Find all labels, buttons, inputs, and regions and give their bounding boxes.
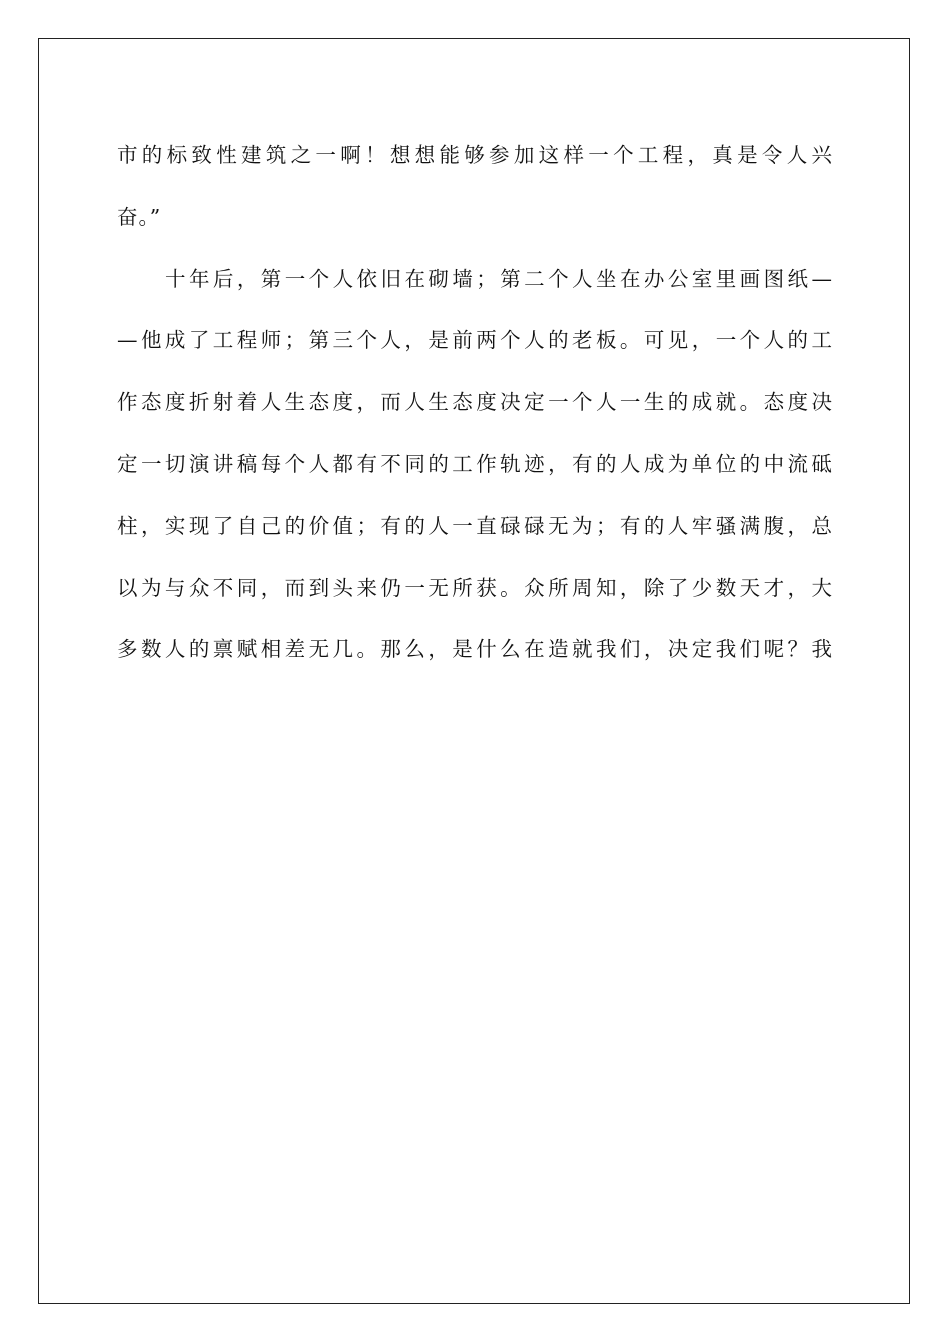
text-line: 作态度折射着人生态度，而人生态度决定一个人一生的成就。态度决	[117, 390, 833, 415]
text-line: 柱，实现了自己的价值；有的人一直碌碌无为；有的人牢骚满腹，总	[117, 513, 833, 538]
text-line: 多数人的禀赋相差无几。那么，是什么在造就我们，决定我们呢？我	[117, 637, 833, 662]
text-line: 以为与众不同，而到头来仍一无所获。众所周知，除了少数天才，大	[117, 575, 833, 600]
text-line: 十年后，第一个人依旧在砌墙；第二个人坐在办公室里画图纸—	[165, 266, 833, 291]
text-line: 定一切演讲稿每个人都有不同的工作轨迹，有的人成为单位的中流砥	[117, 451, 833, 476]
body-text	[117, 125, 833, 681]
text-line: 市的标致性建筑之一啊！想想能够参加这样一个工程，真是令人兴	[117, 143, 833, 167]
text-line: —他成了工程师；第三个人，是前两个人的老板。可见，一个人的工	[117, 328, 833, 353]
text-line: 奋。”	[117, 204, 162, 229]
